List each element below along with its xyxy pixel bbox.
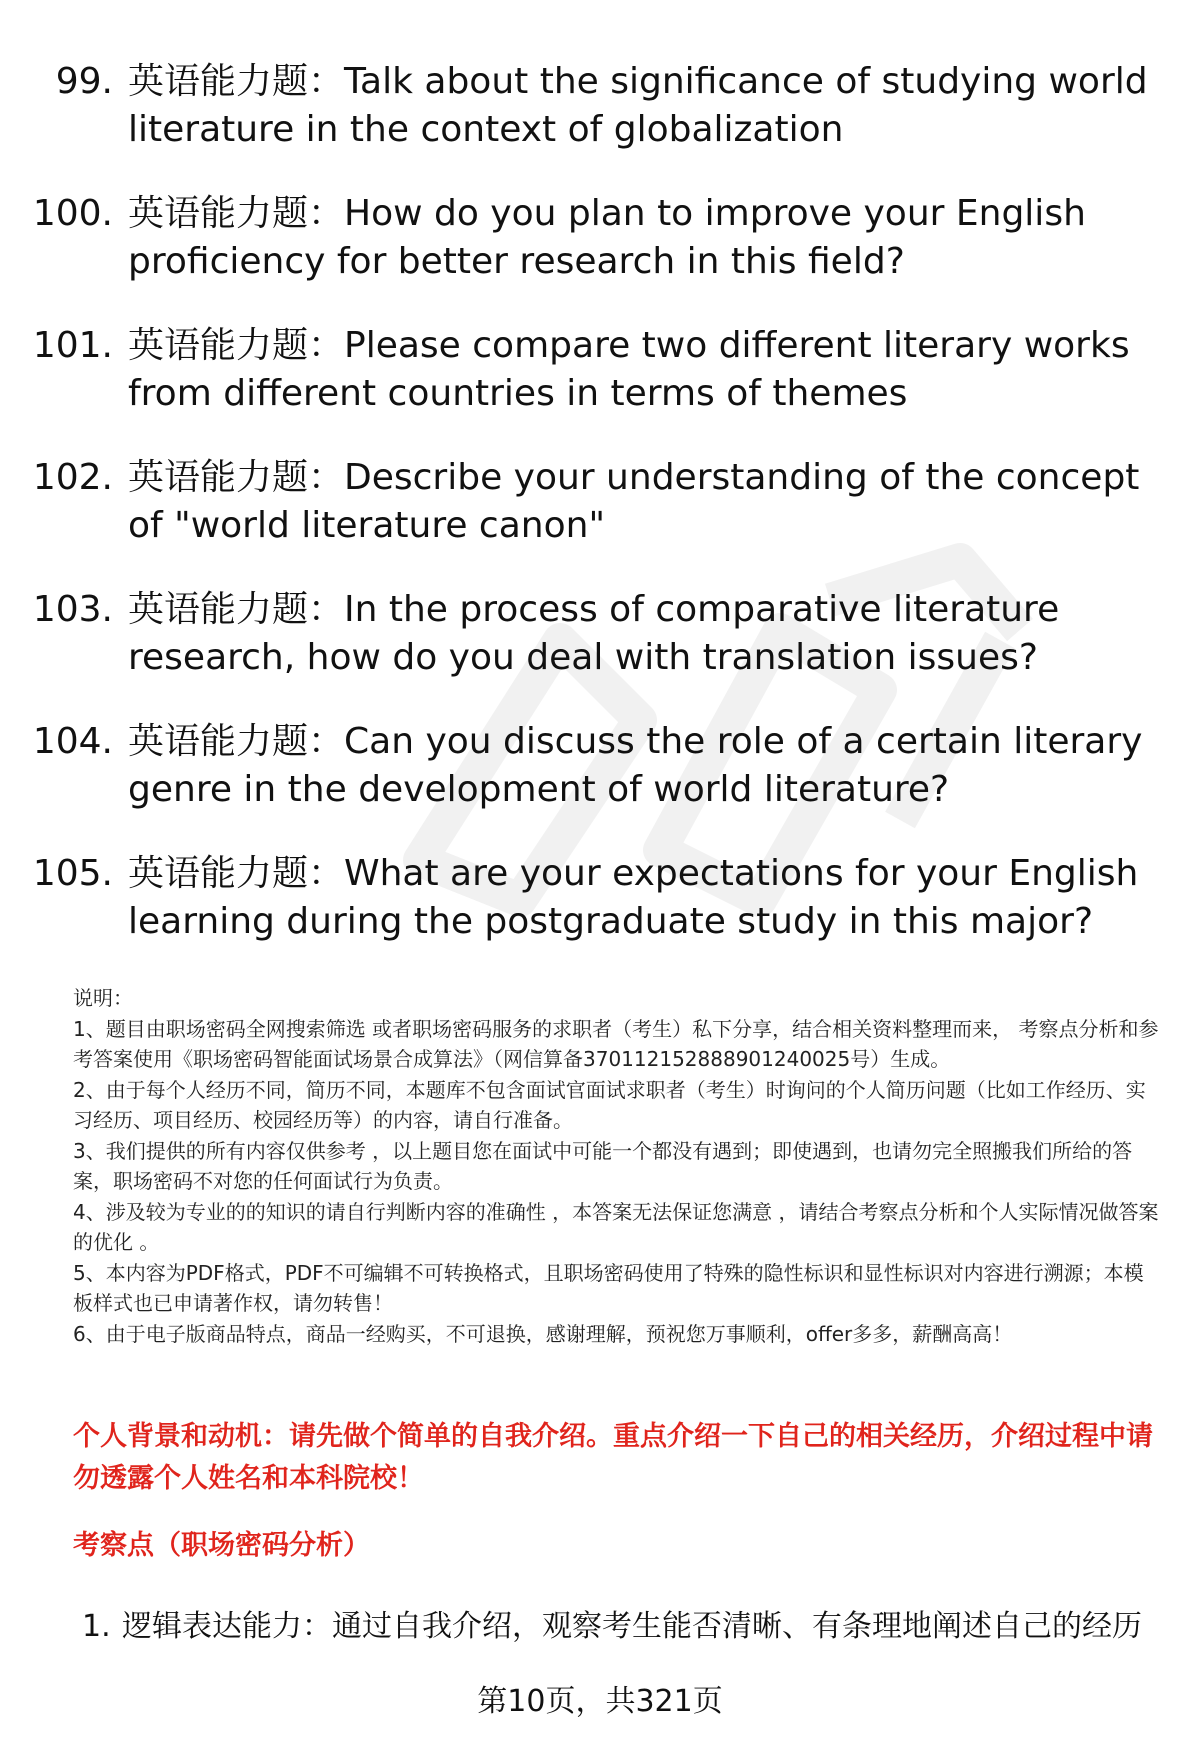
note-item: 6、由于电子版商品特点，商品一经购买，不可退换，感谢理解，预祝您万事顺利，offer多多，薪酬高高！ <box>73 1321 1013 1346</box>
question-number: 100. <box>32 193 113 234</box>
section-question: 个人背景和动机：请先做个简单的自我介绍。重点介绍一下自己的相关经历，介绍过程中请勿透露个人姓名和本科院校！ <box>73 1421 1153 1494</box>
question-text: 英语能力题：Talk about the significance of studying world literature in the context of globalization <box>128 61 1148 150</box>
question-number: 102. <box>32 457 113 498</box>
question-number: 104. <box>32 721 113 762</box>
note-item: 3、我们提供的所有内容仅供参考 ，以上题目您在面试中可能一个都没有遇到；即使遇到，也请勿完全照搬我们所给的答案，职场密码不对您的任何面试行为负责。 <box>73 1138 1133 1193</box>
question-text: 英语能力题：In the process of comparative literature research, how do you deal with translation issues? <box>128 589 1060 678</box>
question-item <box>0 718 1200 850</box>
section-heading: 考察点（职场密码分析） <box>73 1530 370 1561</box>
question-number: 103. <box>32 589 113 630</box>
analysis-point <box>82 1605 1182 1649</box>
question-item <box>0 850 1200 982</box>
page-footer: 第10页，共321页 <box>477 1684 723 1719</box>
note-item: 1、题目由职场密码全网搜索筛选 或者职场密码服务的求职者（考生）私下分享，结合相关资料整理而来， 考察点分析和参考答案使用《职场密码智能面试场景合成算法》（网信算备370112152888901240025号）生成。 <box>73 1016 1159 1071</box>
question-number: 101. <box>32 325 113 366</box>
question-list <box>0 58 1200 982</box>
notes-section <box>73 983 1163 1349</box>
question-text: 英语能力题：What are your expectations for your English learning during the postgraduate study in this major? <box>128 853 1139 942</box>
note-item: 5、本内容为PDF格式，PDF不可编辑不可转换格式，且职场密码使用了特殊的隐性标识和显性标识对内容进行溯源；本模板样式也已申请著作权，请勿转售！ <box>73 1260 1144 1315</box>
question-item <box>0 322 1200 454</box>
question-text: 英语能力题：How do you plan to improve your English proficiency for better research in this field? <box>128 193 1086 282</box>
question-item <box>0 58 1200 190</box>
question-text: 英语能力题：Please compare two different literary works from different countries in terms of themes <box>128 325 1130 414</box>
question-item <box>0 454 1200 586</box>
note-item: 4、涉及较为专业的的知识的请自行判断内容的准确性 ，本答案无法保证您满意 ，请结合考察点分析和个人实际情况做答案的优化 。 <box>73 1199 1159 1254</box>
note-item: 2、由于每个人经历不同，简历不同，本题库不包含面试官面试求职者（考生）时询问的个人简历问题（比如工作经历、实习经历、项目经历、校园经历等）的内容，请自行准备。 <box>73 1077 1146 1132</box>
point-text: 逻辑表达能力：通过自我介绍，观察考生能否清晰、有条理地阐述自己的经历 <box>122 1609 1142 1644</box>
question-text: 英语能力题：Describe your understanding of the concept of "world literature canon" <box>128 457 1140 546</box>
point-number: 1. <box>82 1609 111 1644</box>
question-item <box>0 190 1200 322</box>
question-number: 99. <box>55 61 113 102</box>
notes-heading: 说明： <box>73 986 133 1010</box>
question-text: 英语能力题：Can you discuss the role of a certain literary genre in the development of world literature? <box>128 721 1143 810</box>
question-item <box>0 586 1200 718</box>
question-number: 105. <box>32 853 113 894</box>
